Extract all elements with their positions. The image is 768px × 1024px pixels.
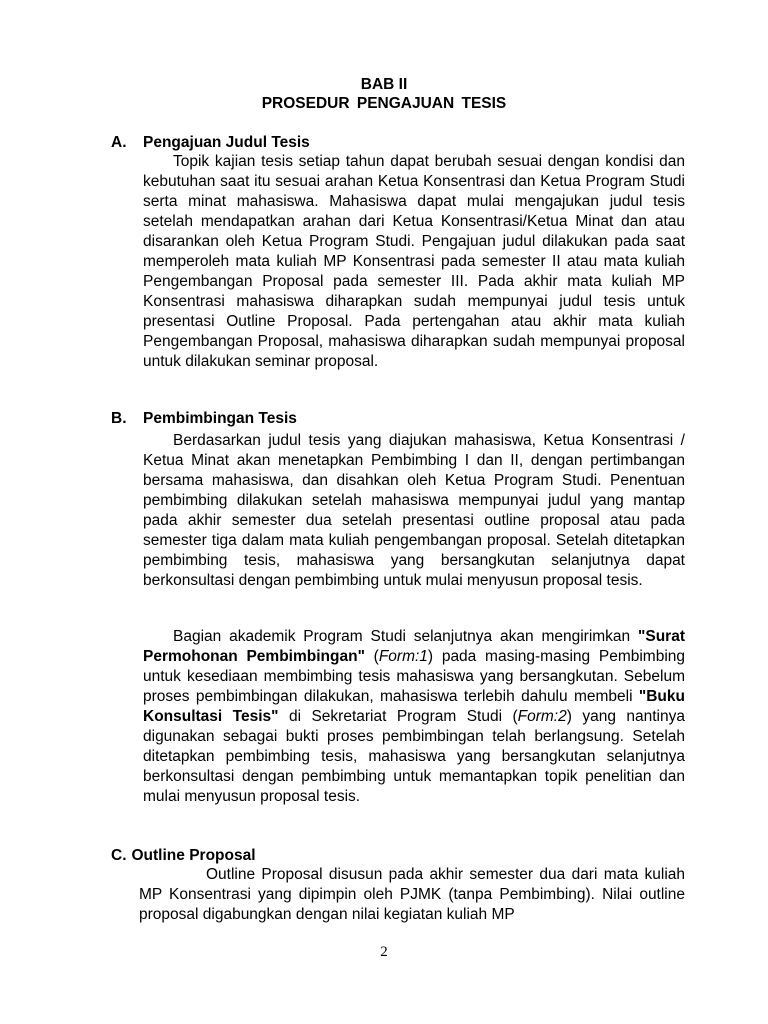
section-b-heading bbox=[111, 409, 297, 428]
section-c-letter: C. bbox=[111, 847, 127, 864]
form-title-surat-permohonan: "Surat Permohonan Pembimbingan" bbox=[143, 628, 685, 665]
section-b-paragraph-1: Berdasarkan judul tesis yang diajukan mahasiswa, Ketua Konsentrasi / Ketua Minat akan menetapkan Pembimbing I dan II, dengan pertimbangan bersama mahasiswa, dan disahkan oleh Ketua Program Studi. Penentuan pembimbing dilakukan setelah mahasiswa mempunyai judul yang mantap pada akhir semester dua setelah presentasi outline proposal atau pada semester tiga dalam mata kuliah pengembangan proposal. Setelah ditetapkan pembimbing tesis, mahasiswa yang bersangkutan selanjutnya dapat berkonsultasi dengan pembimbing untuk mulai menyusun proposal tesis. bbox=[143, 432, 685, 589]
section-c-title: Outline Proposal bbox=[131, 847, 256, 864]
chapter-number: BAB II bbox=[360, 76, 408, 93]
form-reference-2: Form:2 bbox=[517, 708, 567, 725]
section-b-paragraph-2 bbox=[143, 627, 685, 807]
form-reference-1: Form:1 bbox=[378, 648, 428, 665]
text-run: di Sekretariat Program Studi ( bbox=[278, 708, 518, 725]
section-a-heading bbox=[111, 133, 310, 152]
section-b-title: Pembimbingan Tesis bbox=[143, 410, 297, 427]
text-run: ) pada masing-masing Pembimbing untuk kesediaan membimbing tesis mahasiswa yang bersangkutan. Sebelum proses pembimbingan dilakukan, mahasiswa terlebih dahulu membeli bbox=[143, 648, 686, 705]
page-number: 2 bbox=[380, 944, 388, 960]
text-run: ) yang nantinya digunakan sebagai bukti proses pembimbingan telah berlangsung. Setelah ditetapkan pembimbing tesis, mahasiswa yang bersangkutan selanjutnya berkonsultasi dengan pembimbing untuk memantapkan topik penelitian dan mulai menyusun proposal tesis. bbox=[143, 708, 685, 805]
form-title-buku-konsultasi: "Buku Konsultasi Tesis" bbox=[143, 688, 685, 725]
section-a-letter: A. bbox=[111, 134, 127, 151]
text-run: ( bbox=[364, 648, 379, 665]
section-a-paragraph: Topik kajian tesis setiap tahun dapat berubah sesuai dengan kondisi dan kebutuhan saat itu sesuai arahan Ketua Konsentrasi dan Ketua Program Studi serta minat mahasiswa. Mahasiswa dapat mulai mengajukan judul tesis setelah mendapatkan arahan dari Ketua Konsentrasi/Ketua Minat dan atau disarankan oleh Ketua Program Studi. Pengajuan judul dilakukan pada saat memperoleh mata kuliah MP Konsentrasi pada semester II atau mata kuliah Pengembangan Proposal pada semester III. Pada akhir mata kuliah MP Konsentrasi mahasiswa diharapkan sudah mempunyai judul tesis untuk presentasi Outline Proposal. Pada pertengahan atau akhir mata kuliah Pengembangan Proposal, mahasiswa diharapkan sudah mempunyai proposal untuk dilakukan seminar proposal. bbox=[143, 153, 685, 370]
section-a-title: Pengajuan Judul Tesis bbox=[143, 134, 310, 151]
text-run: Bagian akademik Program Studi selanjutnya akan mengirimkan bbox=[173, 628, 639, 645]
section-c-paragraph: Outline Proposal disusun pada akhir semester dua dari mata kuliah MP Konsentrasi yang dipimpin oleh PJMK (tanpa Pembimbing). Nilai outline proposal digabungkan dengan nilai kegiatan kuliah MP bbox=[139, 866, 685, 923]
section-c-heading bbox=[111, 846, 256, 865]
section-b-letter: B. bbox=[111, 410, 127, 427]
chapter-title: PROSEDUR PENGAJUAN TESIS bbox=[261, 95, 507, 112]
